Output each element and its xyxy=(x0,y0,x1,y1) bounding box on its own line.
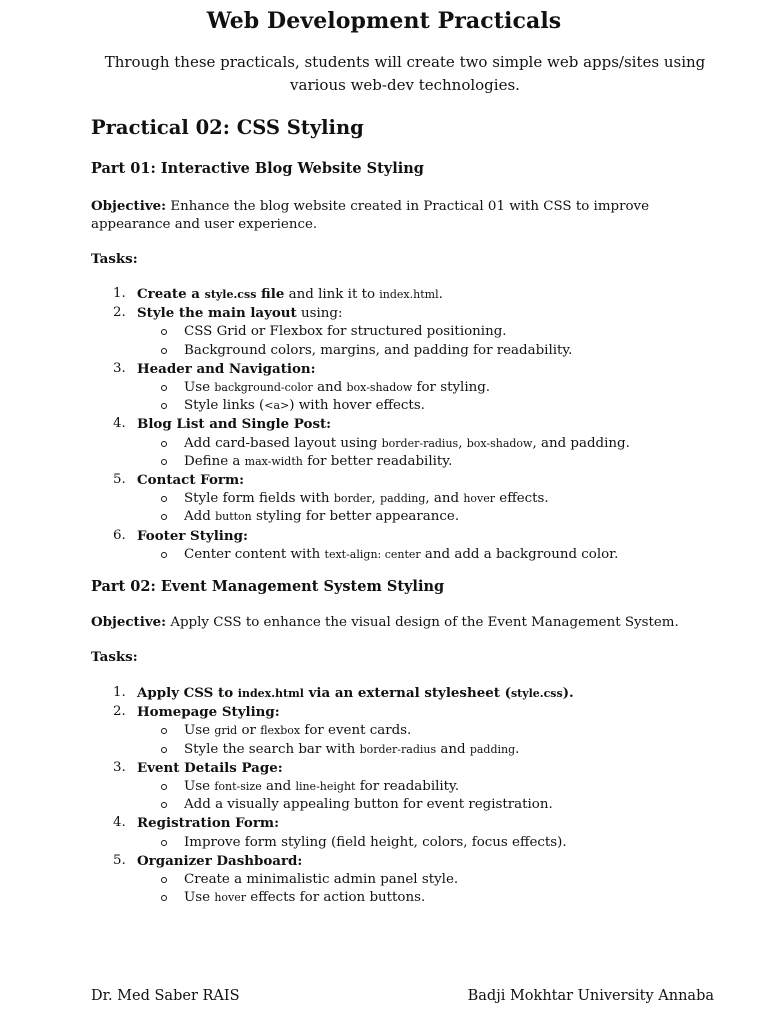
sub-item-text: and add a background color. xyxy=(420,546,619,562)
task-text: . xyxy=(438,287,443,302)
list-number: 3. xyxy=(113,759,126,775)
page-title: Web Development Practicals xyxy=(206,8,562,34)
task-heading: Style the main layout xyxy=(137,305,297,322)
sub-item-text: , xyxy=(458,435,467,451)
task-text: using: xyxy=(296,306,343,322)
sub-list-item xyxy=(91,796,731,814)
list-item xyxy=(91,814,731,851)
sub-list-item xyxy=(91,490,731,508)
list-number: 4. xyxy=(113,416,126,432)
sub-item-text: for better readability. xyxy=(302,453,453,469)
list-number: 1. xyxy=(113,685,126,700)
task-heading: Blog List and Single Post: xyxy=(137,416,332,433)
list-item xyxy=(91,304,731,360)
sub-item-text: , and xyxy=(425,491,464,507)
bullet-icon xyxy=(161,552,167,558)
sub-list-item xyxy=(91,342,731,360)
sub-item-text: , xyxy=(371,491,381,507)
sub-item-text: ) with hover effects. xyxy=(289,398,425,414)
code-text: padding xyxy=(469,742,516,756)
practical-title: Practical 02: CSS Styling xyxy=(91,116,364,139)
task-heading: Footer Styling: xyxy=(137,527,248,544)
bullet-icon xyxy=(161,496,167,502)
part-01-objective xyxy=(91,197,721,234)
code-text: box-shadow xyxy=(466,436,533,450)
sub-list-item xyxy=(91,397,731,415)
sub-list-item xyxy=(91,453,731,471)
sub-list xyxy=(137,722,731,758)
bullet-icon xyxy=(161,840,167,846)
bullet-icon xyxy=(161,348,167,354)
sub-item-text: Style the search bar with xyxy=(184,741,360,757)
sub-item-text: CSS Grid or Flexbox for structured positioning. xyxy=(184,324,507,340)
sub-item-text: Add xyxy=(184,509,216,525)
bullet-icon xyxy=(161,459,167,465)
task-text: via an external stylesheet ( xyxy=(303,685,511,701)
part-01-task-list xyxy=(91,285,731,564)
part-01-title: Part 01: Interactive Blog Website Styling xyxy=(91,160,424,177)
sub-item-text: Create a minimalistic admin panel style. xyxy=(184,872,459,888)
part-01-tasks-label: Tasks: xyxy=(91,251,138,267)
list-number: 2. xyxy=(113,305,126,321)
sub-item-text: . xyxy=(515,741,520,757)
task-heading: Organizer Dashboard: xyxy=(137,852,303,869)
sub-item-text: or xyxy=(237,723,261,739)
sub-list xyxy=(137,546,731,564)
code-text: grid xyxy=(214,724,238,738)
footer-university: Badji Mokhtar University Annaba xyxy=(467,988,714,1004)
sub-item-text: styling for better appearance. xyxy=(251,509,460,525)
sub-list xyxy=(137,379,731,415)
list-number: 2. xyxy=(113,704,126,720)
sub-item-text: and xyxy=(261,779,296,795)
list-item xyxy=(91,852,731,908)
list-item xyxy=(91,759,731,815)
list-item xyxy=(91,360,731,416)
sub-list-item xyxy=(91,889,731,907)
task-text: file xyxy=(256,286,285,302)
sub-item-text: effects for action buttons. xyxy=(246,890,426,906)
code-text: border-radius xyxy=(381,436,459,450)
list-item xyxy=(91,703,731,759)
code-text: border-radius xyxy=(359,742,437,756)
list-item xyxy=(91,285,731,304)
sub-item-text: Add a visually appealing button for event registration. xyxy=(184,797,553,813)
task-text: Apply CSS to xyxy=(137,685,238,701)
sub-list-item xyxy=(91,435,731,453)
sub-item-text: and xyxy=(436,741,470,757)
sub-item-text: for event cards. xyxy=(300,723,412,739)
task-heading: Header and Navigation: xyxy=(137,360,316,377)
sub-list-item xyxy=(91,379,731,397)
sub-list-item xyxy=(91,323,731,341)
bullet-icon xyxy=(161,802,167,808)
sub-list xyxy=(137,323,731,359)
task-text: Create a xyxy=(137,286,205,302)
objective-label: Objective: xyxy=(91,198,167,214)
list-number: 5. xyxy=(113,852,126,868)
bullet-icon xyxy=(161,514,167,520)
list-item xyxy=(91,527,731,564)
code-text: index.html xyxy=(379,288,439,301)
code-text: style.css xyxy=(510,687,563,700)
bullet-icon xyxy=(161,329,167,335)
task-heading: Homepage Styling: xyxy=(137,704,280,721)
code-text: hover xyxy=(214,891,247,905)
bullet-icon xyxy=(161,784,167,790)
sub-list xyxy=(137,871,731,907)
bullet-icon xyxy=(161,895,167,901)
sub-list-item xyxy=(91,741,731,759)
sub-item-text: Define a xyxy=(184,453,245,469)
footer-author: Dr. Med Saber RAIS xyxy=(91,988,240,1004)
sub-item-text: Center content with xyxy=(184,546,325,562)
part-02-objective xyxy=(91,613,721,632)
sub-item-text: for styling. xyxy=(412,380,491,396)
task-text: and link it to xyxy=(284,287,380,302)
code-text: font-size xyxy=(214,780,262,794)
sub-list-item xyxy=(91,871,731,889)
code-text: button xyxy=(215,510,252,524)
part-02-tasks-label: Tasks: xyxy=(91,649,138,665)
bullet-icon xyxy=(161,385,167,391)
sub-item-text: Style form fields with xyxy=(184,491,334,507)
code-text: flexbox xyxy=(260,724,301,738)
code-text: line-height xyxy=(295,780,356,794)
sub-list xyxy=(137,490,731,526)
task-text: ). xyxy=(562,685,574,701)
code-text: box-shadow xyxy=(346,381,413,395)
part-02-task-list xyxy=(91,684,731,907)
sub-list-item xyxy=(91,546,731,564)
bullet-icon xyxy=(161,441,167,447)
bullet-icon xyxy=(161,747,167,753)
sub-item-text: and xyxy=(312,380,347,396)
list-number: 4. xyxy=(113,815,126,831)
sub-item-text: for readability. xyxy=(355,779,460,795)
code-text: max-width xyxy=(244,454,303,468)
sub-list xyxy=(137,778,731,814)
sub-list-item xyxy=(91,778,731,796)
list-number: 3. xyxy=(113,360,126,376)
sub-item-text: Improve form styling (field height, colors, focus effects). xyxy=(184,834,567,850)
list-item xyxy=(91,684,731,703)
list-item xyxy=(91,471,731,527)
list-number: 6. xyxy=(113,527,126,543)
sub-item-text: Use xyxy=(184,723,215,739)
code-text: style.css xyxy=(204,288,257,301)
code-text: text-align: center xyxy=(324,547,421,561)
code-text: border xyxy=(333,492,372,506)
bullet-icon xyxy=(161,728,167,734)
code-text: padding xyxy=(380,492,426,506)
task-heading: Contact Form: xyxy=(137,472,245,489)
sub-item-text: effects. xyxy=(495,491,549,507)
task-heading: Event Details Page: xyxy=(137,759,283,776)
sub-list-item xyxy=(91,508,731,526)
sub-list xyxy=(137,435,731,471)
part-02-title: Part 02: Event Management System Styling xyxy=(91,578,445,595)
sub-list-item xyxy=(91,834,731,852)
sub-item-text: , and padding. xyxy=(532,435,630,451)
sub-item-text: Use xyxy=(184,380,215,396)
sub-item-text: Add card-based layout using xyxy=(184,435,382,451)
sub-list xyxy=(137,834,731,852)
list-number: 1. xyxy=(113,286,126,301)
sub-item-text: Use xyxy=(184,890,215,906)
code-text: index.html xyxy=(237,687,304,700)
code-text: hover xyxy=(463,492,496,506)
code-text: background-color xyxy=(214,381,313,395)
sub-list-item xyxy=(91,722,731,740)
intro-paragraph: Through these practicals, students will create two simple web apps/sites using various web-dev technologies. xyxy=(104,53,706,94)
bullet-icon xyxy=(161,403,167,409)
task-heading: Registration Form: xyxy=(137,815,280,832)
sub-item-text: Background colors, margins, and padding for readability. xyxy=(184,342,573,358)
code-text: <a> xyxy=(264,399,290,413)
objective-text: Apply CSS to enhance the visual design of the Event Management System. xyxy=(166,615,679,630)
list-item xyxy=(91,415,731,471)
list-number: 5. xyxy=(113,472,126,488)
sub-item-text: Use xyxy=(184,779,215,795)
sub-item-text: Style links ( xyxy=(184,398,265,414)
bullet-icon xyxy=(161,877,167,883)
objective-text: Enhance the blog website created in Practical 01 with CSS to improve appearance and user experience. xyxy=(91,199,650,232)
objective-label: Objective: xyxy=(91,614,167,630)
